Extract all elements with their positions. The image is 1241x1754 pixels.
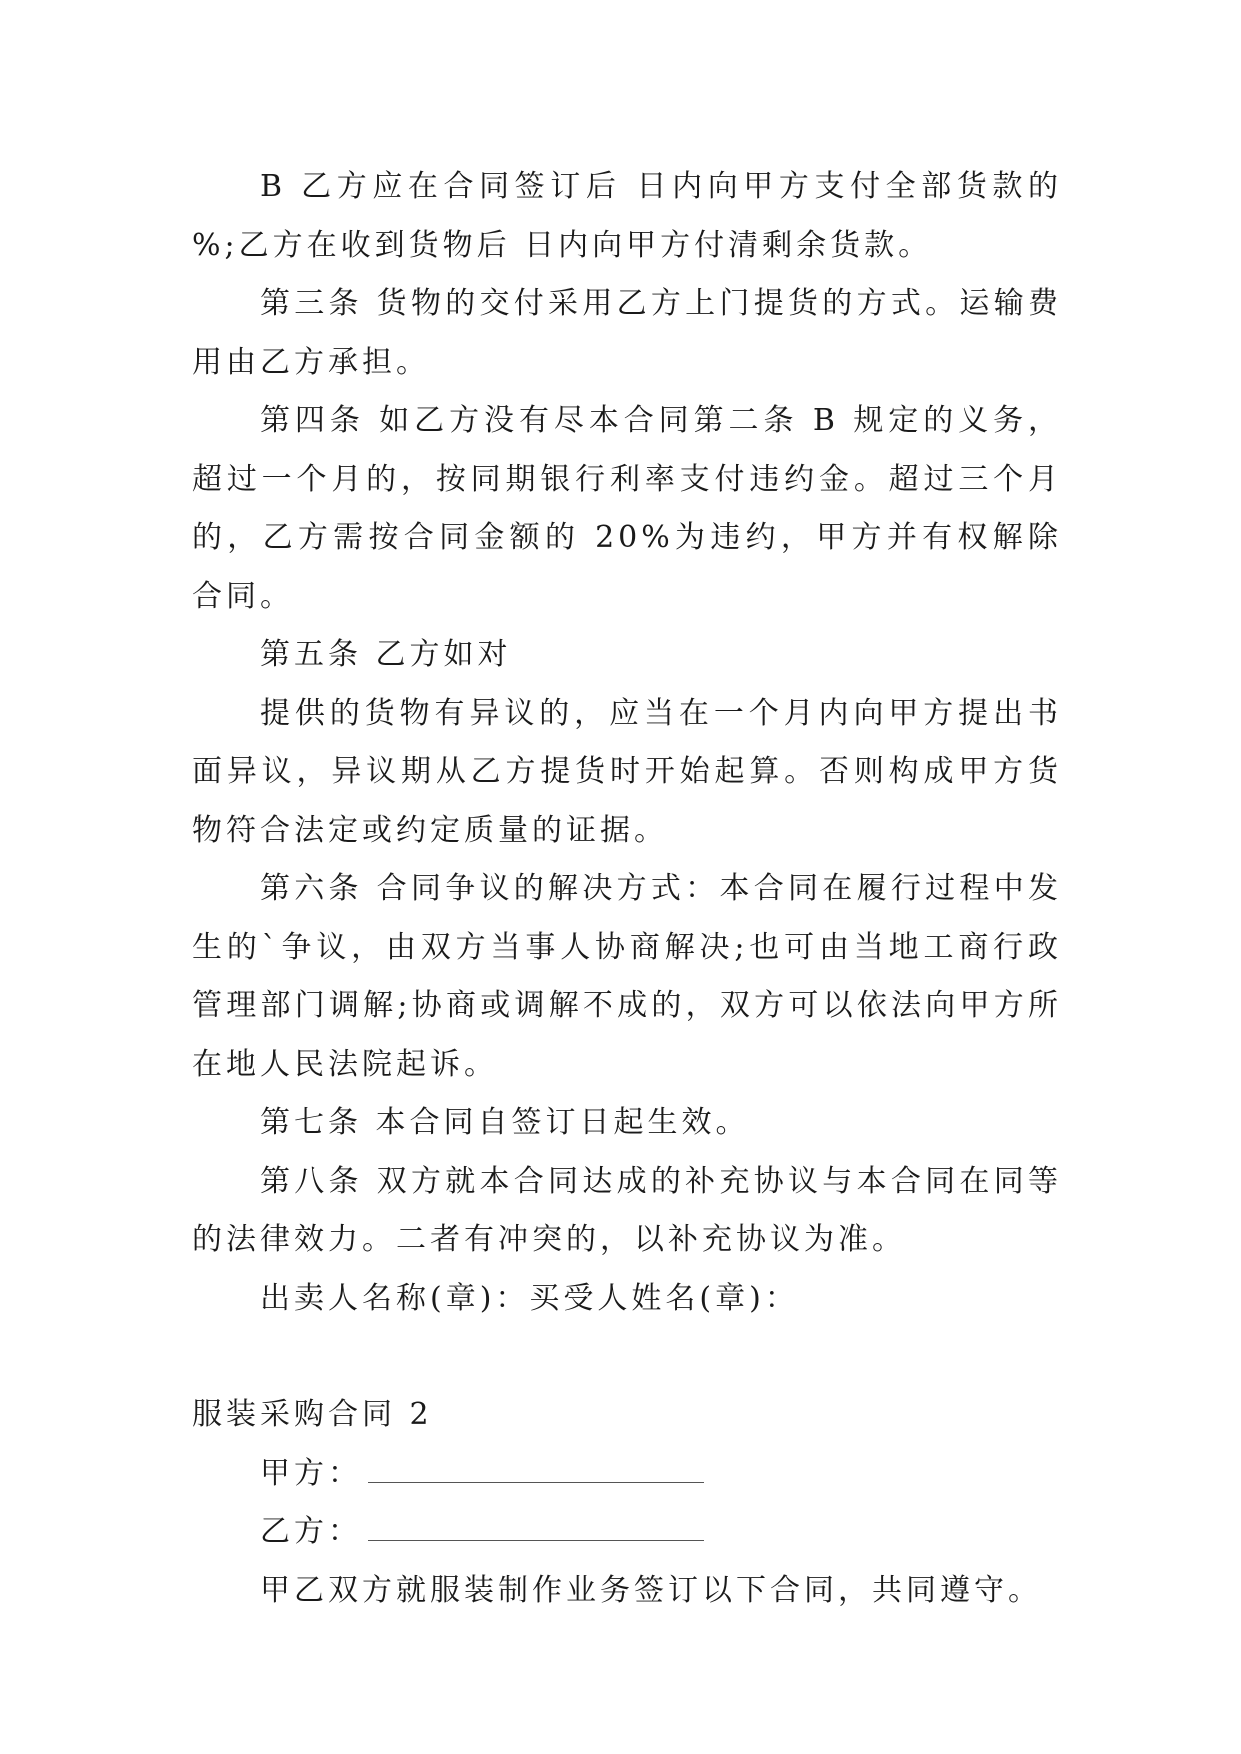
paragraph-payment-terms: B 乙方应在合同签订后 日内向甲方支付全部货款的 %;乙方在收到货物后 日内向甲方付清剩余货款。: [192, 169, 1076, 263]
paragraph-article-8: 第八条 双方就本合同达成的补充协议与本合同在同等的法律效力。二者有冲突的，以补充协议为准。: [192, 1163, 1062, 1257]
party-a-blank: [368, 1450, 704, 1483]
paragraph-article-5: 第五条 乙方如对: [260, 637, 512, 672]
paragraph-article-7: 第七条 本合同自签订日起生效。: [260, 1105, 750, 1140]
party-b-blank: [368, 1508, 704, 1541]
paragraph-article-5-continued: 提供的货物有异议的，应当在一个月内向甲方提出书面异议，异议期从乙方提货时开始起算。否则构成甲方货物符合法定或约定质量的证据。: [192, 695, 1062, 848]
paragraph-article-6: 第六条 合同争议的解决方式：本合同在履行过程中发生的`争议，由双方当事人协商解决;也可由当地工商行政管理部门调解;协商或调解不成的，双方可以依法向甲方所在地人民法院起诉。: [192, 871, 1062, 1082]
party-b-label: 乙方：: [260, 1514, 362, 1549]
party-a-line: [192, 1445, 1062, 1504]
document-page: [192, 158, 1076, 1620]
party-b-line: [192, 1503, 1062, 1562]
paragraph-signatures: 出卖人名称(章)：买受人姓名(章)：: [260, 1280, 799, 1316]
paragraph-article-3: 第三条 货物的交付采用乙方上门提货的方式。运输费用由乙方承担。: [192, 286, 1062, 380]
paragraph-closing: 甲乙双方就服装制作业务签订以下合同，共同遵守。: [260, 1572, 1042, 1608]
paragraph-article-4: 第四条 如乙方没有尽本合同第二条 B 规定的义务，超过一个月的，按同期银行利率支付违约金。超过三个月的，乙方需按合同金额的 20%为违约，甲方并有权解除合同。: [192, 403, 1062, 614]
party-a-label: 甲方：: [260, 1455, 362, 1491]
section-title: 服装采购合同 2: [192, 1397, 433, 1432]
